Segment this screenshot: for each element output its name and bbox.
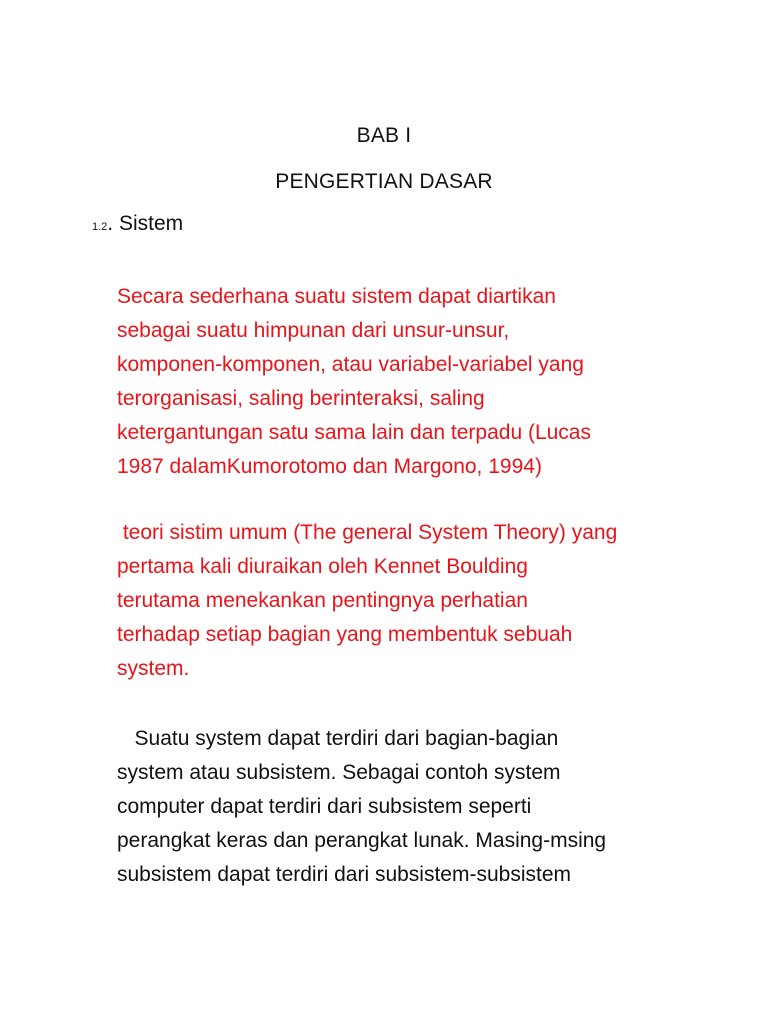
section-heading: [92, 212, 183, 236]
paragraph-line: sebagai suatu himpunan dari unsur-unsur,: [117, 319, 510, 342]
paragraph-line: system.: [117, 657, 190, 680]
paragraph-line: teori sistim umum (The general System Theory) yang: [117, 521, 618, 544]
paragraph-theory: [117, 516, 677, 686]
paragraph-definition: [117, 280, 677, 484]
paragraph-line: pertama kali diuraikan oleh Kennet Boulding: [117, 555, 528, 578]
chapter-title: PENGERTIAN DASAR: [275, 170, 493, 193]
paragraph-line: perangkat keras dan perangkat lunak. Masing-msing: [117, 829, 607, 852]
paragraph-subsystem: [117, 722, 677, 892]
paragraph-line: terhadap setiap bagian yang membentuk sebuah: [117, 623, 573, 646]
paragraph-line: ketergantungan satu sama lain dan terpadu (Lucas: [117, 421, 591, 444]
chapter-heading: BAB I: [356, 124, 412, 147]
paragraph-line: system atau subsistem. Sebagai contoh system: [117, 761, 561, 784]
paragraph-line: terutama menekankan pentingnya perhatian: [117, 589, 528, 612]
paragraph-line: Suatu system dapat terdiri dari bagian-bagian: [117, 727, 559, 750]
section-title: Sistem: [118, 212, 184, 235]
paragraph-line: subsistem dapat terdiri dari subsistem-subsistem: [117, 863, 572, 886]
paragraph-line: terorganisasi, saling berinteraksi, saling: [117, 387, 485, 410]
paragraph-line: komponen-komponen, atau variabel-variabel yang: [117, 353, 584, 376]
paragraph-line: Secara sederhana suatu sistem dapat diartikan: [117, 285, 556, 308]
section-separator: .: [107, 212, 119, 235]
paragraph-line: 1987 dalamKumorotomo dan Margono, 1994): [117, 455, 542, 478]
paragraph-line: computer dapat terdiri dari subsistem seperti: [117, 795, 532, 818]
section-number: 1.2: [92, 221, 108, 233]
